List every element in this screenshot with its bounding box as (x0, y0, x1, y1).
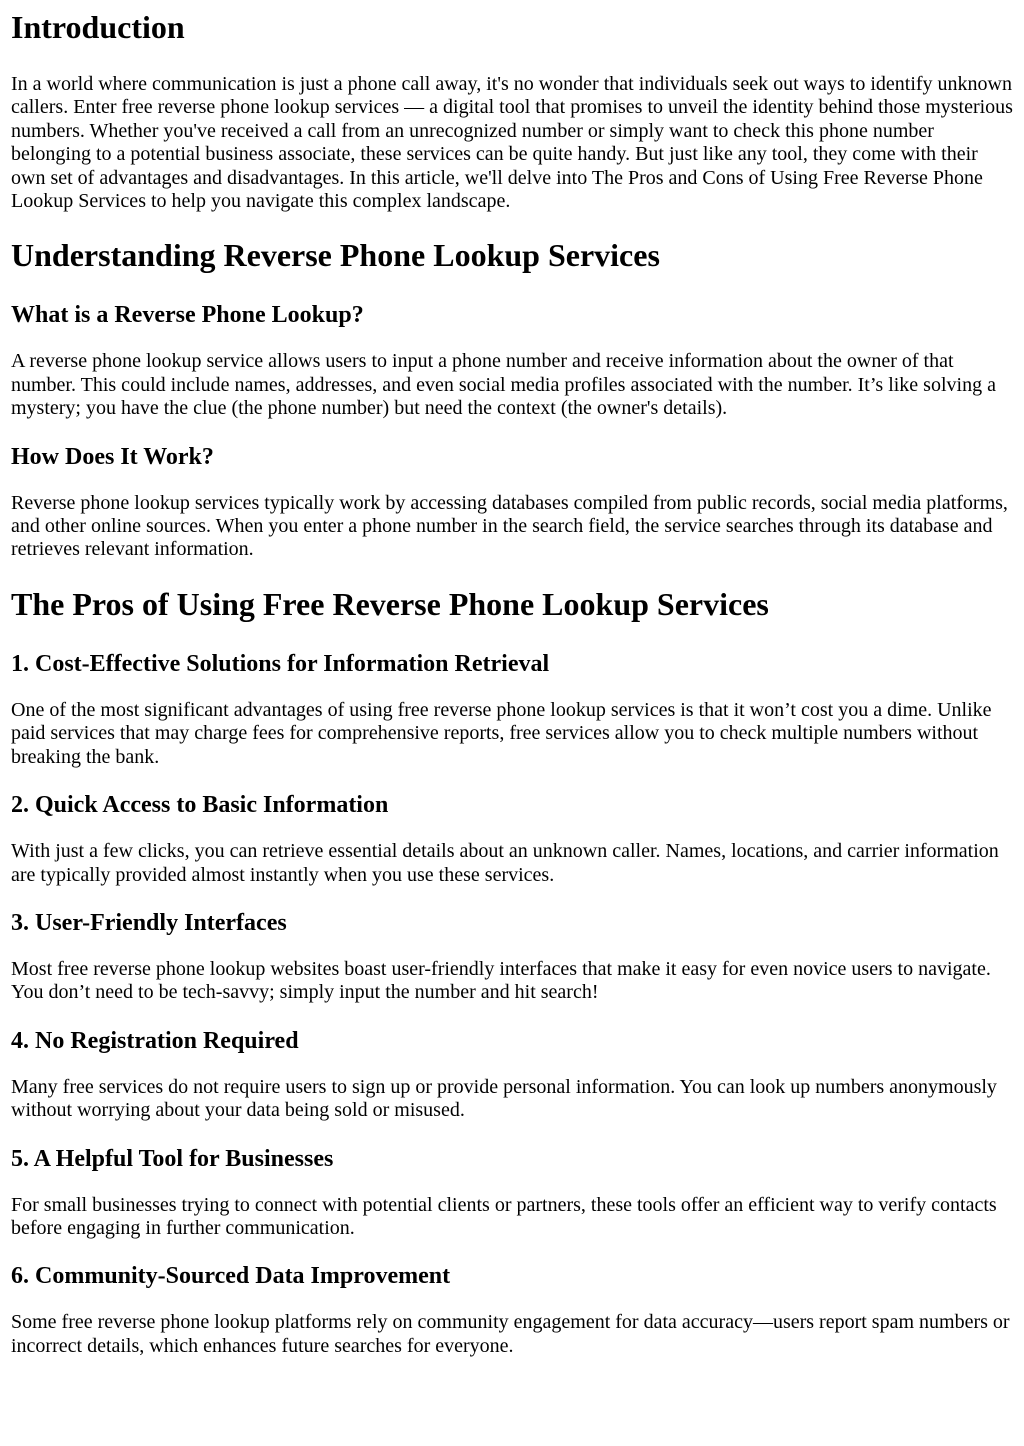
pro-heading: 5. A Helpful Tool for Businesses (11, 1145, 334, 1172)
intro-paragraph: In a world where communication is just a phone call away, it's no wonder that individuals seek out ways to identify unknown callers. Enter free reverse phone lookup services — a digital tool that promises to unveil the identity behind those mysterious numbers. Whether you've received a call from an unrecognized number or simply want to check this phone number belonging to a potential business associate, these services can be quite handy. But just like any tool, they come with their own set of advantages and disadvantages. In this article, we'll delve into The Pros and Cons of Using Free Reverse Phone Lookup Services to help you navigate this complex landscape. (11, 73, 1013, 213)
pro-paragraph: Most free reverse phone lookup websites boast user-friendly interfaces that make it easy for even novice users to navigate. You don’t need to be tech-savvy; simply input the number and hit search! (11, 957, 991, 1004)
subheading-how-it-works: How Does It Work? (11, 443, 214, 470)
pro-heading: 6. Community-Sourced Data Improvement (11, 1263, 451, 1290)
pro-paragraph: Some free reverse phone lookup platforms rely on community engagement for data accuracy—users report spam numbers or incorrect details, which enhances future searches for everyone. (11, 1311, 1010, 1357)
pro-heading: 3. User-Friendly Interfaces (11, 909, 287, 936)
what-is-paragraph: A reverse phone lookup service allows users to input a phone number and receive information about the owner of that number. This could include names, addresses, and even social media profiles associated with the number. It’s like solving a mystery; you have the clue (the phone number) but need the context (the owner's details). (11, 350, 996, 420)
section-heading-introduction: Introduction (11, 9, 185, 45)
section-heading-understanding: Understanding Reverse Phone Lookup Services (11, 237, 660, 274)
pro-paragraph: One of the most significant advantages of using free reverse phone lookup services is that it won’t cost you a dime. Unlike paid services that may charge fees for comprehensive reports, free services allow you to check multiple numbers without breaking the bank. (11, 698, 992, 768)
how-it-works-paragraph: Reverse phone lookup services typically work by accessing databases compiled from public records, social media platforms, and other online sources. When you enter a phone number in the search field, the service searches through its database and retrieves relevant information. (11, 491, 1008, 561)
pro-paragraph: Many free services do not require users to sign up or provide personal information. You can look up numbers anonymously without worrying about your data being sold or misused. (11, 1075, 997, 1122)
pro-paragraph: For small businesses trying to connect with potential clients or partners, these tools offer an efficient way to verify contacts before engaging in further communication. (11, 1193, 997, 1239)
section-heading-pros: The Pros of Using Free Reverse Phone Lookup Services (11, 585, 769, 622)
pro-heading: 1. Cost-Effective Solutions for Information Retrieval (11, 650, 550, 677)
pro-heading: 2. Quick Access to Basic Information (11, 792, 389, 819)
pro-paragraph: With just a few clicks, you can retrieve essential details about an unknown caller. Names, locations, and carrier information are typically provided almost instantly when you use these services. (11, 840, 999, 886)
subheading-what-is: What is a Reverse Phone Lookup? (11, 302, 364, 329)
pro-heading: 4. No Registration Required (11, 1027, 299, 1054)
